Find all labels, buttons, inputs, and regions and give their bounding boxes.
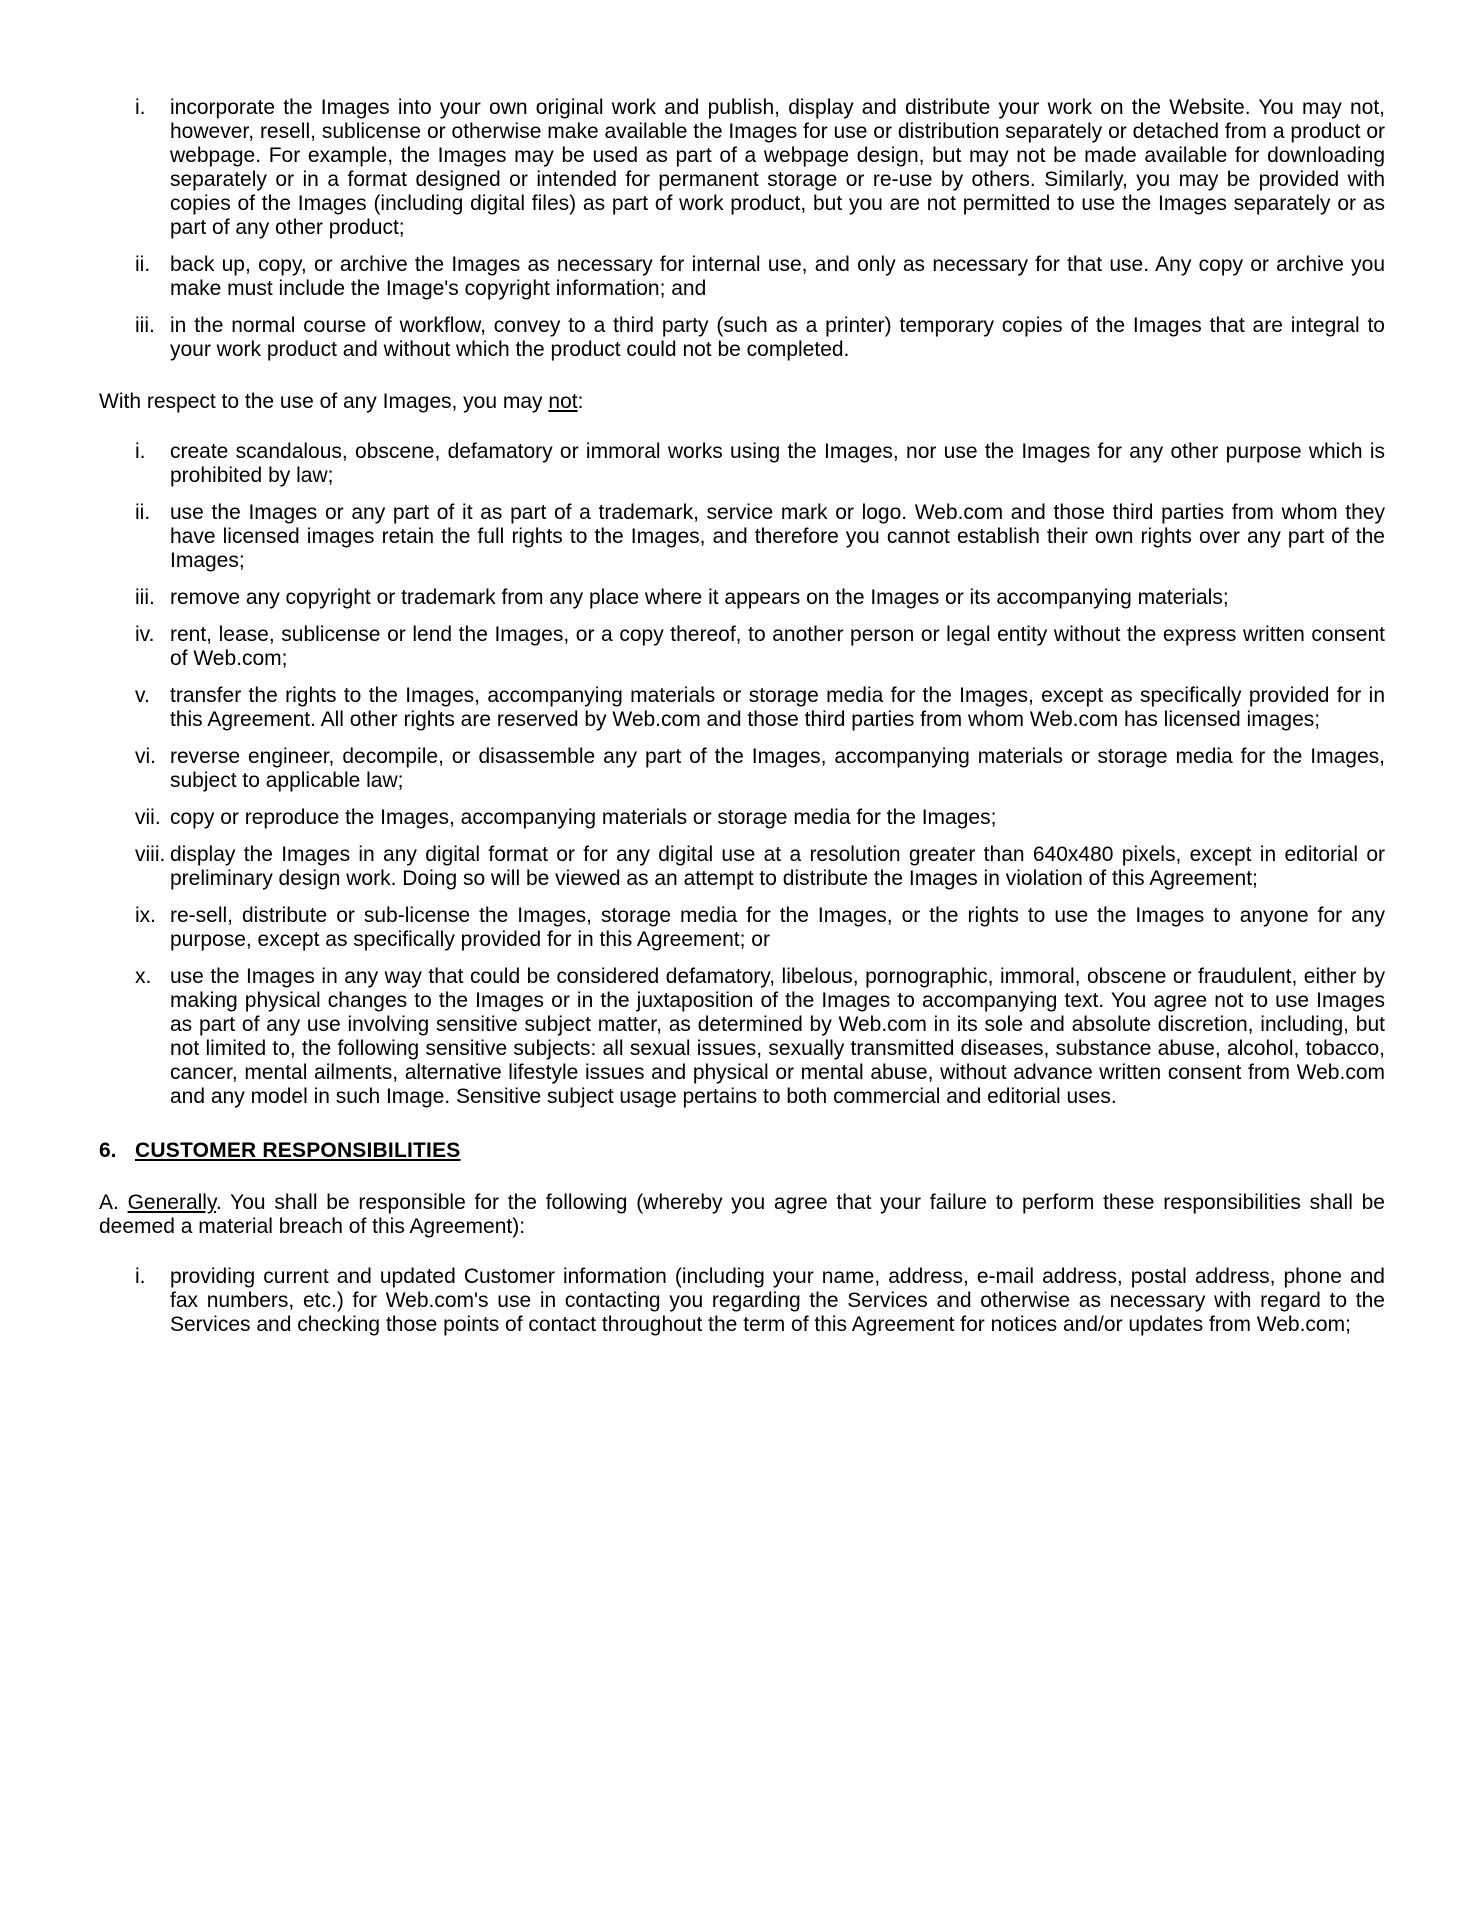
list-item [99, 96, 1385, 240]
item-label: vii. [135, 806, 161, 829]
generally-label: A. [99, 1191, 128, 1214]
item-text: create scandalous, obscene, defamatory or immoral works using the Images, nor use the Images for any other purpose which is prohibited by law; [170, 440, 1385, 487]
item-label: x. [135, 965, 152, 988]
item-text: incorporate the Images into your own original work and publish, display and distribute your work on the Website. You may not, however, resell, sublicense or otherwise make available the Images for use or distribution separately or detached from a product or webpage. For example, the Images may be used as part of a webpage design, but may not be made available for downloading separately or in a format designed or intended for permanent storage or re-use by others. Similarly, you may be provided with copies of the Images (including digital files) as part of work product, but you are not permitted to use the Images separately or as part of any other product; [170, 96, 1385, 239]
item-text: re-sell, distribute or sub-license the Images, storage media for the Images, or the rights to use the Images to anyone for any purpose, except as specifically provided for in this Agreement; or [170, 904, 1385, 951]
item-label: i. [135, 440, 146, 463]
generally-text: . You shall be responsible for the following (whereby you agree that your failure to perform these responsibilities shall be deemed a material breach of this Agreement): [99, 1191, 1385, 1238]
section-6-heading [99, 1139, 1385, 1163]
restrictions-intro-suffix: : [577, 390, 584, 413]
item-label: i. [135, 1265, 146, 1288]
list-item [99, 745, 1385, 793]
item-text: display the Images in any digital format or for any digital use at a resolution greater than 640x480 pixels, except in editorial or preliminary design work. Doing so will be viewed as an attempt to distribute the Images in violation of this Agreement; [170, 843, 1385, 890]
item-label: v. [135, 684, 150, 707]
item-label: ii. [135, 501, 151, 524]
restrictions-list [99, 440, 1385, 1109]
item-label: ii. [135, 253, 151, 276]
generally-underlined: Generally [127, 1191, 216, 1214]
list-item [99, 623, 1385, 671]
list-item [99, 501, 1385, 573]
item-label: i. [135, 96, 146, 119]
item-label: iii. [135, 314, 155, 337]
list-item [99, 806, 1385, 830]
item-text: rent, lease, sublicense or lend the Images, or a copy thereof, to another person or legal entity without the express written consent of Web.com; [170, 623, 1385, 670]
responsibilities-list [99, 1265, 1385, 1337]
list-item [99, 684, 1385, 732]
restrictions-intro-prefix: With respect to the use of any Images, you may [99, 390, 549, 413]
item-text: back up, copy, or archive the Images as necessary for internal use, and only as necessary for that use. Any copy or archive you make must include the Image's copyright information; and [170, 253, 1385, 300]
item-label: ix. [135, 904, 156, 927]
list-item [99, 1265, 1385, 1337]
item-text: copy or reproduce the Images, accompanying materials or storage media for the Images; [170, 806, 997, 829]
item-text: reverse engineer, decompile, or disassemble any part of the Images, accompanying materials or storage media for the Images, subject to applicable law; [170, 745, 1385, 792]
generally-paragraph [99, 1191, 1385, 1239]
item-text: use the Images in any way that could be considered defamatory, libelous, pornographic, immoral, obscene or fraudulent, either by making physical changes to the Images or in the juxtaposition of the Images to accompanying text. You agree not to use Images as part of any use involving sensitive subject matter, as determined by Web.com in its sole and absolute discretion, including, but not limited to, the following sensitive subjects: all sexual issues, sexually transmitted diseases, substance abuse, alcohol, tobacco, cancer, mental ailments, alternative lifestyle issues and physical or mental abuse, without advance written consent from Web.com and any model in such Image. Sensitive subject usage pertains to both commercial and editorial uses. [170, 965, 1385, 1108]
item-text: use the Images or any part of it as part of a trademark, service mark or logo. Web.com and those third parties from whom they have licensed images retain the full rights to the Images, and therefore you cannot establish their own rights over any part of the Images; [170, 501, 1385, 572]
section-title: CUSTOMER RESPONSIBILITIES [135, 1139, 461, 1162]
item-text: in the normal course of workflow, convey to a third party (such as a printer) temporary copies of the Images that are integral to your work product and without which the product could not be completed. [170, 314, 1385, 361]
underlined-not: not [548, 390, 578, 413]
list-item [99, 965, 1385, 1109]
list-item [99, 586, 1385, 610]
restrictions-intro [99, 390, 1385, 414]
list-item [99, 843, 1385, 891]
list-item [99, 314, 1385, 362]
item-text: providing current and updated Customer information (including your name, address, e-mail address, postal address, phone and fax numbers, etc.) for Web.com's use in contacting you regarding the Services and otherwise as necessary with regard to the Services and checking those points of contact throughout the term of this Agreement for notices and/or updates from Web.com; [170, 1265, 1385, 1336]
item-label: iv. [135, 623, 155, 646]
item-label: viii. [135, 843, 166, 866]
item-label: iii. [135, 586, 155, 609]
section-number: 6. [99, 1139, 117, 1162]
item-label: vi. [135, 745, 156, 768]
permitted-uses-list [99, 96, 1385, 362]
list-item [99, 904, 1385, 952]
item-text: remove any copyright or trademark from any place where it appears on the Images or its accompanying materials; [170, 586, 1229, 609]
list-item [99, 253, 1385, 301]
list-item [99, 440, 1385, 488]
item-text: transfer the rights to the Images, accompanying materials or storage media for the Images, except as specifically provided for in this Agreement. All other rights are reserved by Web.com and those third parties from whom Web.com has licensed images; [170, 684, 1385, 731]
